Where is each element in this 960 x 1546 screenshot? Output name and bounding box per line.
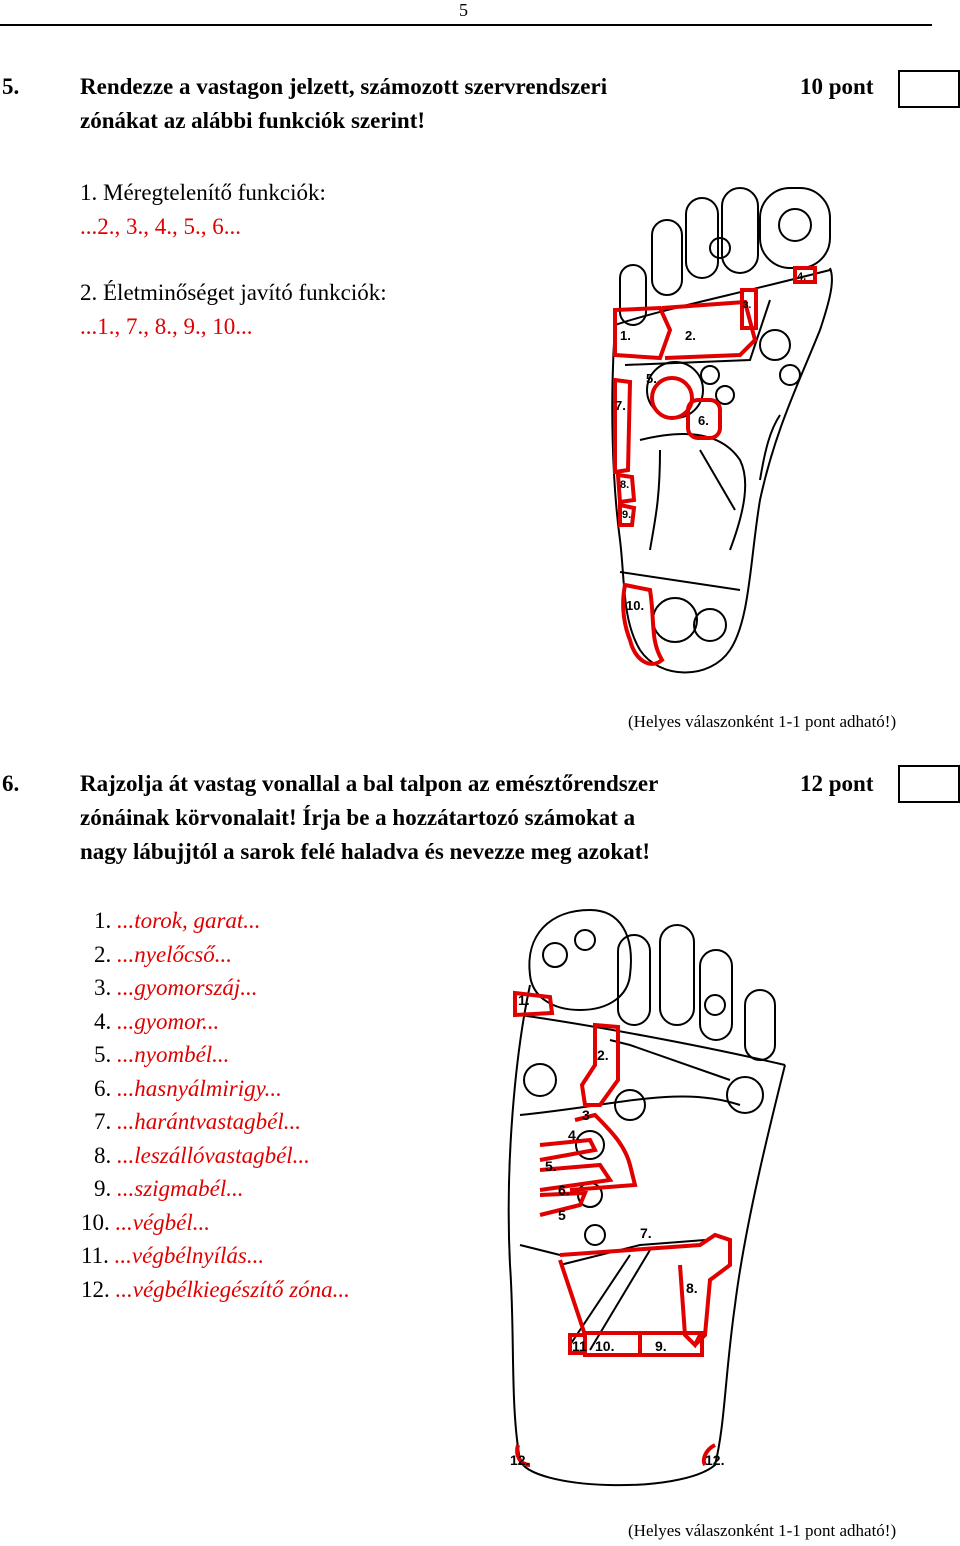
fig1-label-5: 5.: [646, 371, 657, 386]
fig1-label-4: 4.: [797, 271, 807, 283]
fig1-label-8: 8.: [620, 479, 630, 491]
toe-2: [722, 188, 758, 273]
fig2-label-2: 2.: [597, 1047, 609, 1063]
answer-row-6: 6. ...hasnyálmirigy...: [94, 1075, 282, 1101]
fig1-label-10: 10.: [626, 598, 645, 613]
toe-3: [686, 198, 718, 278]
answer-row-5: 5. ...nyombél...: [94, 1042, 230, 1067]
fig1-label-7: 7.: [615, 398, 626, 413]
fig2-label-9: 9.: [655, 1338, 667, 1354]
q6-title-line1: Rajzolja át vastag vonallal a bal talpon az emésztőrendszer: [80, 771, 659, 796]
fig2-label-5a: 5.: [545, 1158, 557, 1174]
q5-title-line1: Rendezze a vastagon jelzett, számozott szervrendszeri: [80, 74, 608, 99]
q5-item1-label: 1. Méregtelenítő funkciók:: [80, 180, 326, 205]
fig2-label-4: 4.: [568, 1127, 580, 1143]
fig2-label-11: 11: [572, 1338, 587, 1354]
answer-row-12: 12. ...végbélkiegészítő zóna...: [81, 1276, 350, 1302]
answer-row-3: 3. ...gyomorszáj...: [94, 975, 258, 1000]
q6-points: 12 pont: [800, 771, 874, 796]
foot-diagram-1: [600, 180, 840, 685]
toe-5: [745, 990, 775, 1060]
fig2-label-12a: 12.: [510, 1452, 530, 1468]
fig2-label-12b: 12.: [705, 1452, 725, 1468]
answer-row-11: 11. ...végbélnyílás...: [81, 1243, 265, 1268]
fig2-label-3: 3: [582, 1107, 590, 1123]
toe-2: [618, 935, 650, 1025]
q6-note: (Helyes válaszonként 1-1 pont adható!): [628, 1521, 897, 1540]
answer-row-10: 10. ...végbél...: [81, 1209, 211, 1235]
answer-row-2: 2. ...nyelőcső...: [94, 941, 232, 967]
q6-number: 6.: [2, 771, 20, 796]
fig2-label-8: 8.: [686, 1280, 698, 1296]
q6-title-line3: nagy lábujjtól a sarok felé haladva és nevezze meg azokat!: [80, 839, 651, 864]
page-number: 5: [459, 0, 468, 20]
fig2-label-10: 10.: [595, 1338, 615, 1354]
q5-note: (Helyes válaszonként 1-1 pont adható!): [628, 712, 897, 731]
fig1-label-6: 6.: [698, 413, 709, 428]
fig1-label-9: 9.: [622, 509, 632, 521]
q5-number: 5.: [2, 74, 20, 99]
fig2-label-1: 1.: [518, 992, 530, 1008]
q5-score-box[interactable]: [898, 70, 960, 108]
fig2-label-7: 7.: [640, 1225, 652, 1241]
fig1-label-1: 1.: [620, 328, 631, 343]
answer-row-4: 4. ...gyomor...: [94, 1008, 220, 1034]
q5-item2-label: 2. Életminőséget javító funkciók:: [80, 280, 387, 305]
foot-diagram-2: [500, 905, 800, 1500]
fig1-label-2: 2.: [685, 328, 696, 343]
q6-title-line2: zónáinak körvonalait! Írja be a hozzátartozó számokat a: [80, 805, 636, 830]
q5-title-line2: zónákat az alábbi funkciók szerint!: [80, 108, 426, 133]
q5-item2-answer: ...1., 7., 8., 9., 10...: [80, 314, 253, 339]
answer-row-1: 1. ...torok, garat...: [94, 908, 261, 933]
answer-row-9: 9. ...szigmabél...: [94, 1176, 244, 1201]
fig2-label-6: 6.: [558, 1182, 570, 1198]
toe-3: [660, 925, 694, 1025]
q6-score-box[interactable]: [898, 765, 960, 803]
fig2-label-5b: 5: [558, 1207, 566, 1223]
answer-row-8: 8. ...leszállóvastagbél...: [94, 1142, 310, 1168]
answer-row-7: 7. ...harántvastagbél...: [94, 1109, 301, 1134]
fig1-label-3: 3.: [743, 300, 752, 311]
top-rule: [0, 24, 932, 26]
q6-answer-list: [81, 904, 494, 1306]
toe-4: [652, 220, 682, 295]
q5-points: 10 pont: [800, 74, 874, 99]
toe-1: [760, 188, 830, 268]
q5-item1-answer: ...2., 3., 4., 5., 6...: [80, 214, 241, 239]
